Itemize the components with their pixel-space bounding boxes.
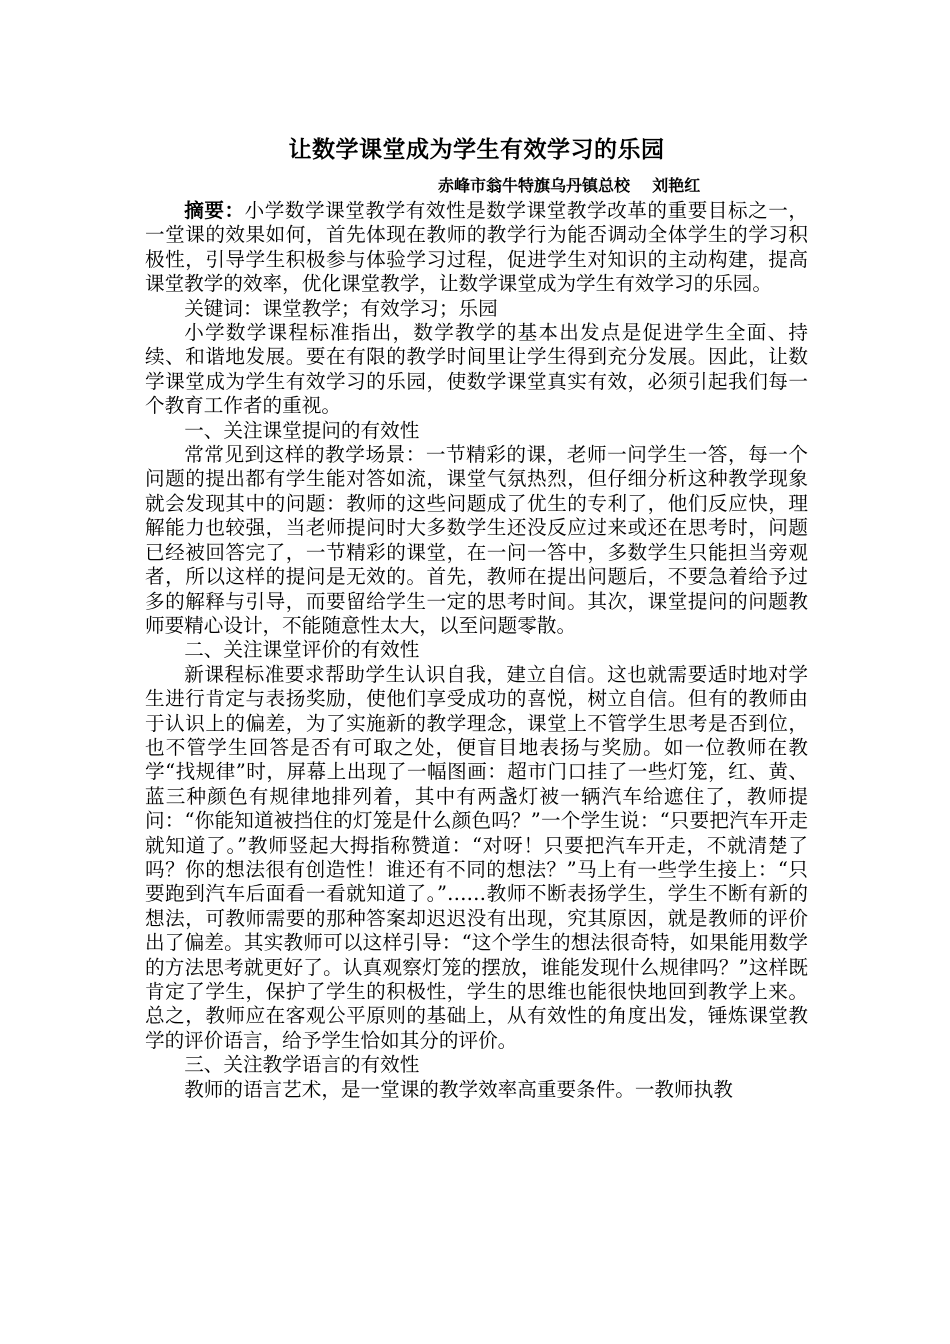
section-2-paragraph: 新课程标准要求帮助学生认识自我，建立自信。这也就需要适时地对学生进行肯定与表扬奖励，使他们享受成功的喜悦，树立自信。但有的教师由于认识上的偏差，为了实施新的教学理念，课堂上不管学生思考是否到位，也不管学生回答是否有可取之处，便盲目地表扬与奖励。如一位教师在教学“找规律”时，屏幕上出现了一幅图画：超市门口挂了一些灯笼，红、黄、蓝三种颜色有规律地排列着，其中有两盏灯被一辆汽车给遮住了，教师提问：“你能知道被挡住的灯笼是什么颜色吗？”一个学生说：“只要把汽车开走就知道了。”教师竖起大拇指称赞道：“对呀！只要把汽车开走，不就清楚了吗？你的想法很有创造性！谁还有不同的想法？”马上有一些学生接上：“只要跑到汽车后面看一看就知道了。”……教师不断表扬学生，学生不断有新的想法，可教师需要的那种答案却迟迟没有出现，究其原因，就是教师的评价出了偏差。其实教师可以这样引导：“这个学生的想法很奇特，如果能用数学的方法思考就更好了。认真观察灯笼的摆放，谁能发现什么规律吗？”这样既肯定了学生，保护了学生的积极性，学生的思维也能很快地回到教学上来。总之，教师应在客观公平原则的基础上，从有效性的角度出发，锤炼课堂教学的评价语言，给予学生恰如其分的评价。 [145, 662, 808, 1052]
section-2-heading: 二、关注课堂评价的有效性 [184, 638, 420, 662]
section-1-paragraph: 常常见到这样的教学场景：一节精彩的课，老师一问学生一答，每一个问题的提出都有学生能对答如流，课堂气氛热烈，但仔细分析这种教学现象就会发现其中的问题：教师的这些问题成了优生的专利了，他们反应快，理解能力也较强，当老师提问时大多数学生还没反应过来或还在思考时，问题已经被回答完了，一节精彩的课堂，在一问一答中，多数学生只能担当旁观者，所以这样的提问是无效的。首先，教师在提出问题后，不要急着给予过多的解释与引导，而要留给学生一定的思考时间。其次，课堂提问的问题教师要精心设计，不能随意性太大，以至问题零散。 [145, 443, 808, 637]
document-body [145, 132, 808, 1102]
section-1-heading: 一、关注课堂提问的有效性 [184, 418, 420, 442]
keywords-line: 关键词：课堂教学；有效学习；乐园 [184, 296, 498, 320]
section-3-heading: 三、关注教学语言的有效性 [184, 1053, 420, 1077]
abstract-paragraph [145, 199, 808, 297]
abstract-label: 摘要： [184, 199, 245, 222]
author-byline: 赤峰市翁牛特旗乌丹镇总校 刘艳红 [438, 176, 701, 195]
section-3-paragraph: 教师的语言艺术，是一堂课的教学效率高重要条件。一教师执教 [184, 1077, 733, 1101]
intro-paragraph: 小学数学课程标准指出，数学教学的基本出发点是促进学生全面、持续、和谐地发展。要在有限的教学时间里让学生得到充分发展。因此，让数学课堂成为学生有效学习的乐园，使数学课堂真实有效，必须引起我们每一个教育工作者的重视。 [145, 321, 808, 418]
document-title: 让数学课堂成为学生有效学习的乐园 [288, 137, 665, 163]
abstract-text: 小学数学课堂教学有效性是数学课堂教学改革的重要目标之一，一堂课的效果如何，首先体现在教师的教学行为能否调动全体学生的学习积极性，引导学生积极参与体验学习过程，促进学生对知识的主动构建，提高课堂教学的效率，优化课堂教学，让数学课堂成为学生有效学习的乐园。 [145, 199, 808, 296]
